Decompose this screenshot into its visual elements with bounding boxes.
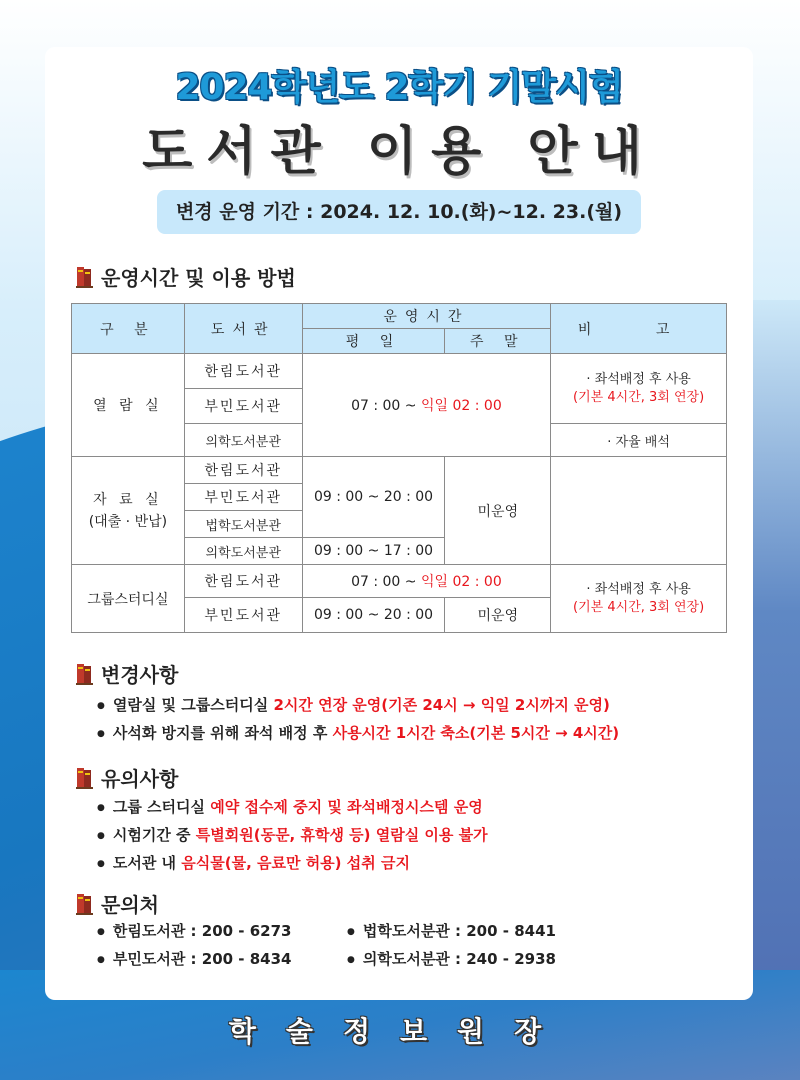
book-icon xyxy=(75,662,95,686)
note-3-text: 도서관 내 xyxy=(112,854,182,872)
section-changes-heading xyxy=(75,659,178,688)
title-line1: 2024학년도 2학기 기말시험 xyxy=(175,67,623,108)
dr-weekend: 미운영 xyxy=(445,457,551,565)
section-contact-title: 문의처 xyxy=(101,893,159,917)
list-item xyxy=(97,691,619,719)
change-2-text: 사석화 방지를 위해 좌석 배정 후 xyxy=(112,724,333,742)
gr-hours-2: 09 : 00 ~ 20 : 00 xyxy=(302,598,445,633)
rr-hours-red: 익일 02 : 00 xyxy=(420,398,502,414)
col-weekday: 평 일 xyxy=(302,329,445,354)
section-notes-heading xyxy=(75,763,178,792)
gr-note-line2: (기본 4시간, 3회 연장) xyxy=(573,599,705,615)
hours-table xyxy=(71,303,727,633)
book-icon xyxy=(75,766,95,790)
list-item xyxy=(97,849,488,877)
rr-note-2: · 자율 배석 xyxy=(551,424,727,457)
section-hours-title: 운영시간 및 이용 방법 xyxy=(101,266,296,290)
gr-hours-1-prefix: 07 : 00 ~ xyxy=(351,574,421,590)
change-1-highlight: 2시간 연장 운영(기존 24시 → 익일 2시까지 운영) xyxy=(273,696,610,714)
notes-list xyxy=(97,793,488,877)
changes-list xyxy=(97,691,619,747)
rr-note-1 xyxy=(551,354,727,424)
contact-list xyxy=(97,917,597,973)
rr-hours-prefix: 07 : 00 ~ xyxy=(351,398,421,414)
note-2-text: 시험기간 중 xyxy=(112,826,196,844)
list-item xyxy=(97,793,488,821)
data-room-sublabel: (대출 · 반납) xyxy=(88,513,168,530)
change-2-highlight: 사용시간 1시간 축소(기본 5시간 → 4시간) xyxy=(332,724,620,742)
section-contact-heading xyxy=(75,889,159,918)
notice-card xyxy=(45,47,753,1000)
contact-medical: ● 의학도서분관 : 240 - 2938 xyxy=(347,945,597,973)
note-1-highlight: 예약 접수제 중지 및 좌석배정시스템 운영 xyxy=(210,798,483,816)
dr-library-1: 한림도서관 xyxy=(184,457,302,484)
note-3-highlight: 음식물(물, 음료만 허용) 섭취 금지 xyxy=(181,854,410,872)
section-hours-heading xyxy=(75,262,296,291)
gr-weekend: 미운영 xyxy=(445,598,551,633)
rr-note-1-line1: · 좌석배정 후 사용 xyxy=(586,371,691,387)
list-item xyxy=(97,821,488,849)
row-data-room xyxy=(72,457,185,565)
title-line2: 도서관 이용 안내 xyxy=(142,122,656,182)
footer-signature: 학술정보원장 xyxy=(228,1015,572,1048)
gr-hours-1-red: 익일 02 : 00 xyxy=(420,574,502,590)
rr-hours xyxy=(302,354,551,457)
data-room-label: 자 료 실 xyxy=(93,491,163,508)
gr-note xyxy=(551,565,727,633)
gr-library-2: 부민도서관 xyxy=(184,598,302,633)
section-notes-title: 유의사항 xyxy=(101,767,179,791)
col-remarks: 비 고 xyxy=(551,304,727,354)
list-item xyxy=(97,719,619,747)
dr-hours-1: 09 : 00 ~ 20 : 00 xyxy=(302,457,445,538)
dr-note xyxy=(551,457,727,565)
row-group-room: 그룹스터디실 xyxy=(72,565,185,633)
dr-library-3: 법학도서분관 xyxy=(184,511,302,538)
row-reading-room: 열 람 실 xyxy=(72,354,185,457)
note-2-highlight: 특별회원(동문, 휴학생 등) 열람실 이용 불가 xyxy=(195,826,488,844)
gr-library-1: 한림도서관 xyxy=(184,565,302,598)
contact-law: ● 법학도서분관 : 200 - 8441 xyxy=(347,917,597,945)
book-icon xyxy=(75,892,95,916)
change-1-text: 열람실 및 그룹스터디실 xyxy=(112,696,274,714)
book-icon xyxy=(75,265,95,289)
rr-note-1-line2: (기본 4시간, 3회 연장) xyxy=(573,389,705,405)
dr-hours-2: 09 : 00 ~ 17 : 00 xyxy=(302,538,445,565)
gr-hours-1 xyxy=(302,565,551,598)
gr-note-line1: · 좌석배정 후 사용 xyxy=(586,581,691,597)
rr-library-3: 의학도서분관 xyxy=(184,424,302,457)
col-weekend: 주 말 xyxy=(445,329,551,354)
rr-library-1: 한림도서관 xyxy=(184,354,302,389)
dr-library-4: 의학도서분관 xyxy=(184,538,302,565)
dr-library-2: 부민도서관 xyxy=(184,484,302,511)
col-hours: 운영시간 xyxy=(302,304,551,329)
col-category: 구 분 xyxy=(72,304,185,354)
section-changes-title: 변경사항 xyxy=(101,663,179,687)
period-banner: 변경 운영 기간 : 2024. 12. 10.(화)~12. 23.(월) xyxy=(157,190,641,234)
note-1-text: 그룹 스터디실 xyxy=(112,798,211,816)
rr-library-2: 부민도서관 xyxy=(184,389,302,424)
col-library: 도서관 xyxy=(184,304,302,354)
contact-hallym: ● 한림도서관 : 200 - 6273 xyxy=(97,917,347,945)
contact-bumin: ● 부민도서관 : 200 - 8434 xyxy=(97,945,347,973)
